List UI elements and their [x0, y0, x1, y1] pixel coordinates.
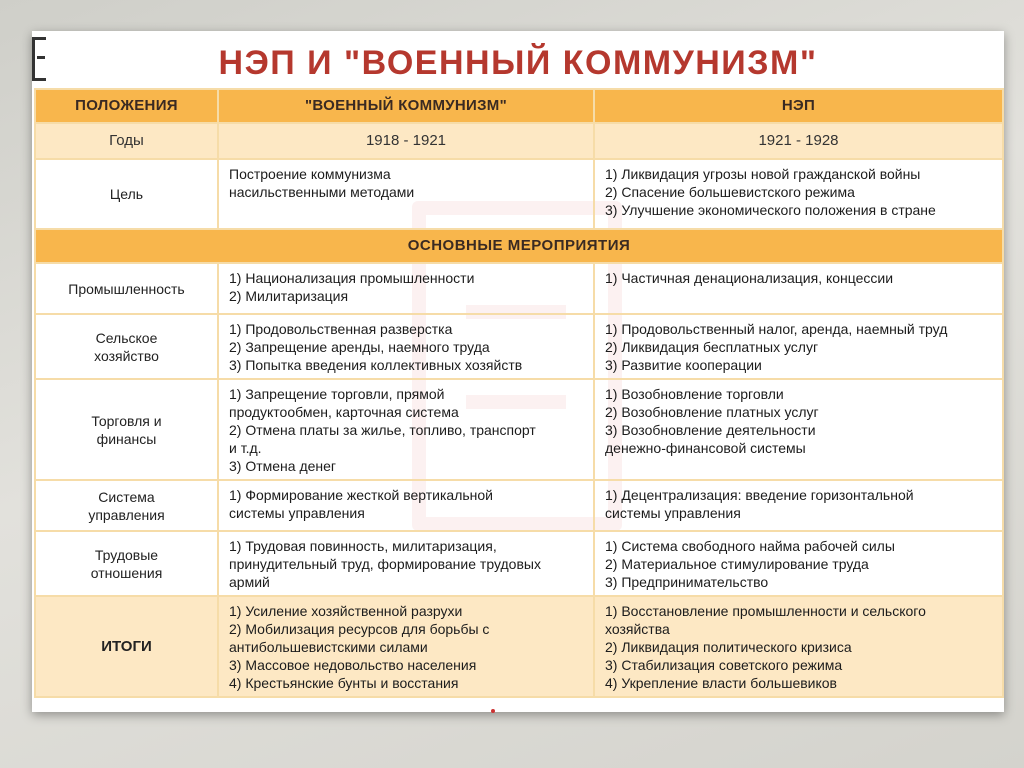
row-label: Трудовые отношения	[35, 531, 218, 596]
goal-row	[35, 159, 1003, 229]
results-label: ИТОГИ	[35, 596, 218, 697]
years-nep: 1921 - 1928	[594, 123, 1003, 159]
row-label: Сельское хозяйство	[35, 314, 218, 379]
nep-cell: 1) Децентрализация: введение горизонтальной системы управления	[594, 480, 1003, 531]
section-title: ОСНОВНЫЕ МЕРОПРИЯТИЯ	[35, 229, 1003, 263]
section-header-row	[35, 229, 1003, 263]
nep-cell: 1) Возобновление торговли 2) Возобновление платных услуг 3) Возобновление деятельности денежно-финансовой системы	[594, 379, 1003, 480]
goal-nep: 1) Ликвидация угрозы новой гражданской войны 2) Спасение большевистского режима 3) Улучшение экономического положения в стране	[594, 159, 1003, 229]
war-communism-cell: 1) Трудовая повинность, милитаризация, принудительный труд, формирование трудовых армий	[218, 531, 594, 596]
years-label: Годы	[35, 123, 218, 159]
slide-dot-decoration	[491, 709, 495, 713]
header-nep: НЭП	[594, 89, 1003, 123]
row-label: Промышленность	[35, 263, 218, 314]
results-war-communism: 1) Усиление хозяйственной разрухи 2) Мобилизация ресурсов для борьбы с антибольшевистскими силами 3) Массовое недовольство населения 4) Крестьянские бунты и восстания	[218, 596, 594, 697]
table-row	[35, 314, 1003, 379]
years-war-communism: 1918 - 1921	[218, 123, 594, 159]
goal-label: Цель	[35, 159, 218, 229]
row-label: Система управления	[35, 480, 218, 531]
goal-war-communism: Построение коммунизма насильственными методами	[218, 159, 594, 229]
table-row	[35, 480, 1003, 531]
table-row	[35, 531, 1003, 596]
war-communism-cell: 1) Продовольственная разверстка 2) Запрещение аренды, наемного труда 3) Попытка введения коллективных хозяйств	[218, 314, 594, 379]
comparison-table	[34, 88, 1004, 698]
page-title: НЭП И "ВОЕННЫЙ КОММУНИЗМ"	[218, 44, 818, 82]
slide	[32, 31, 1004, 712]
header-war-communism: "ВОЕННЫЙ КОММУНИЗМ"	[218, 89, 594, 123]
war-communism-cell: 1) Формирование жесткой вертикальной системы управления	[218, 480, 594, 531]
row-label: Торговля и финансы	[35, 379, 218, 480]
war-communism-cell: 1) Запрещение торговли, прямой продуктообмен, карточная система 2) Отмена платы за жилье, топливо, транспорт и т.д. 3) Отмена денег	[218, 379, 594, 480]
table-header-row	[35, 89, 1003, 123]
results-row	[35, 596, 1003, 697]
table-row	[35, 379, 1003, 480]
header-positions: ПОЛОЖЕНИЯ	[35, 89, 218, 123]
years-row	[35, 123, 1003, 159]
nep-cell: 1) Система свободного найма рабочей силы 2) Материальное стимулирование труда 3) Предпринимательство	[594, 531, 1003, 596]
table-row	[35, 263, 1003, 314]
war-communism-cell: 1) Национализация промышленности 2) Милитаризация	[218, 263, 594, 314]
nep-cell: 1) Частичная денационализация, концессии	[594, 263, 1003, 314]
nep-cell: 1) Продовольственный налог, аренда, наемный труд 2) Ликвидация бесплатных услуг 3) Развитие кооперации	[594, 314, 1003, 379]
results-nep: 1) Восстановление промышленности и сельского хозяйства 2) Ликвидация политического кризиса 3) Стабилизация советского режима 4) Укрепление власти большевиков	[594, 596, 1003, 697]
